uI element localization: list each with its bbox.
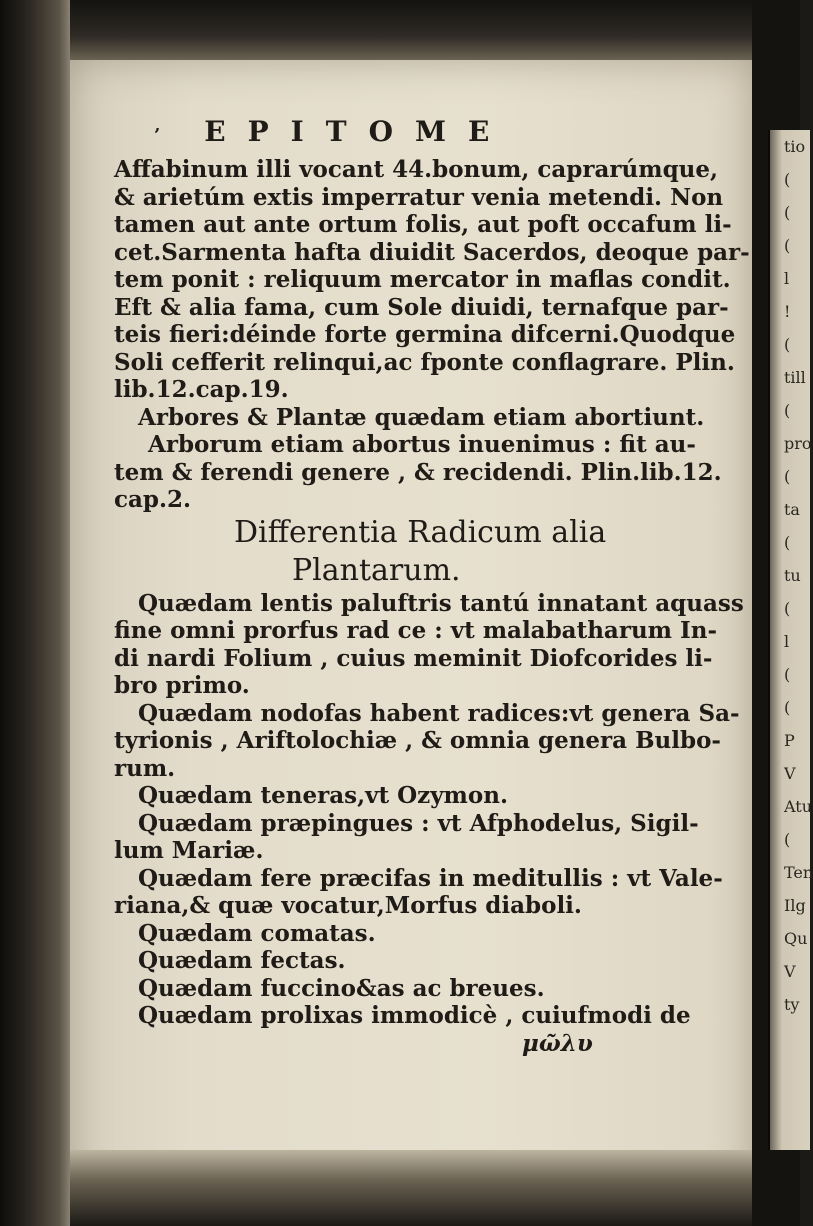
facing-fragment: (: [784, 401, 791, 420]
facing-fragment: !: [784, 302, 791, 321]
text-line: Affabinum illi vocant 44.bonum, caprarúmque,: [114, 156, 719, 183]
text-line: Quædam fuccino&as ac breues.: [138, 974, 545, 1002]
text-line: Quædam comatas.: [138, 919, 376, 947]
facing-fragment: ty: [784, 995, 800, 1014]
text-line: di nardi Folium , cuius meminit Diofcorides li-: [114, 644, 713, 672]
facing-fragment: (: [784, 335, 791, 354]
facing-fragment: (: [784, 599, 791, 618]
text-line: cet.Sarmenta hafta diuidit Sacerdos, deoque par-: [114, 238, 750, 266]
top-page-edge: [70, 0, 752, 60]
text-line: tamen aut ante ortum folis, aut poft occafum li-: [114, 211, 732, 238]
facing-page-fragment: [768, 130, 813, 1150]
text-line: Quædam nodofas habent radices:vt genera Sa-: [138, 699, 740, 727]
text-line: Arbores & Plantæ quædam etiam abortiunt.: [138, 403, 705, 431]
facing-fragment: till: [784, 368, 806, 387]
facing-fragment: ta: [784, 500, 800, 519]
text-line: teis fieri:déinde forte germina difcerni.Quodque: [114, 321, 736, 348]
text-line: rum.: [114, 754, 176, 782]
facing-fragment: (: [784, 203, 791, 222]
text-line: fine omni prorfus rad ce : vt malabatharum In-: [114, 617, 718, 644]
section-title: Differentia Radicum alia: [234, 514, 607, 550]
facing-fragment: V: [784, 962, 796, 981]
facing-fragment: Qu: [784, 929, 808, 948]
text-line: Eft & alia fama, cum Sole diuidi, ternafque par-: [114, 293, 729, 321]
text-line: tem & ferendi genere , & recidendi. Plin.lib.12.: [114, 458, 722, 486]
facing-fragment: Atu: [784, 797, 813, 816]
running-head-text: EPITOME: [204, 115, 512, 148]
facing-fragment: (: [784, 467, 791, 486]
running-head: [114, 112, 750, 152]
text-line: cap.2.: [114, 486, 192, 513]
text-line: riana,& quæ vocatur,Morfus diaboli.: [114, 892, 582, 919]
page-text: [114, 112, 750, 1057]
text-line: Soli cefferit relinqui,ac fponte conflagrare. Plin.: [114, 348, 735, 376]
section-title-line2: Plantarum.: [292, 552, 461, 588]
facing-fragment: tio: [784, 137, 806, 156]
facing-fragment: (: [784, 665, 791, 684]
facing-fragment: (: [784, 698, 791, 717]
facing-fragment: P: [784, 731, 795, 750]
facing-fragment: (: [784, 533, 791, 552]
text-line: & arietúm extis imperratur venia metendi. Non: [114, 183, 724, 211]
text-line: lum Mariæ.: [114, 837, 264, 864]
text-line: Quædam fectas.: [138, 947, 346, 974]
text-line: Quædam lentis paluftris tantú innatant aquass: [138, 589, 744, 617]
facing-fragment: tu: [784, 566, 801, 585]
text-line: Quædam fere præcifas in meditullis : vt Vale-: [138, 864, 723, 892]
facing-fragment: Ten: [784, 863, 813, 882]
text-line: lib.12.cap.19.: [114, 376, 289, 403]
facing-fragment: V: [784, 764, 796, 783]
text-line: bro primo.: [114, 672, 250, 699]
text-line: tem ponit : reliquum mercator in maflas condit.: [114, 266, 731, 293]
bottom-page-edge: [70, 1150, 752, 1226]
book-binding: [0, 0, 70, 1226]
text-line: Arborum etiam abortus inuenimus : fit au-: [148, 431, 696, 458]
facing-fragment: (: [784, 830, 791, 849]
facing-fragment: Ilg: [784, 896, 806, 915]
catchword: μῶλυ: [522, 1029, 593, 1057]
facing-fragment: l: [784, 632, 790, 651]
text-line: Quædam præpingues : vt Afphodelus, Sigil-: [138, 809, 699, 837]
text-line: tyrionis , Ariftolochiæ , & omnia genera Bulbo-: [114, 727, 721, 754]
facing-fragment: l: [784, 269, 790, 288]
facing-page-edge: [752, 0, 813, 1226]
facing-fragment: (: [784, 236, 791, 255]
text-line: Quædam prolixas immodicè , cuiufmodi de: [138, 1002, 691, 1029]
header-mark: ’: [154, 125, 161, 146]
text-line: Quædam teneras,vt Ozymon.: [138, 782, 508, 809]
facing-fragment: pro: [784, 434, 812, 453]
facing-fragment: (: [784, 170, 791, 189]
